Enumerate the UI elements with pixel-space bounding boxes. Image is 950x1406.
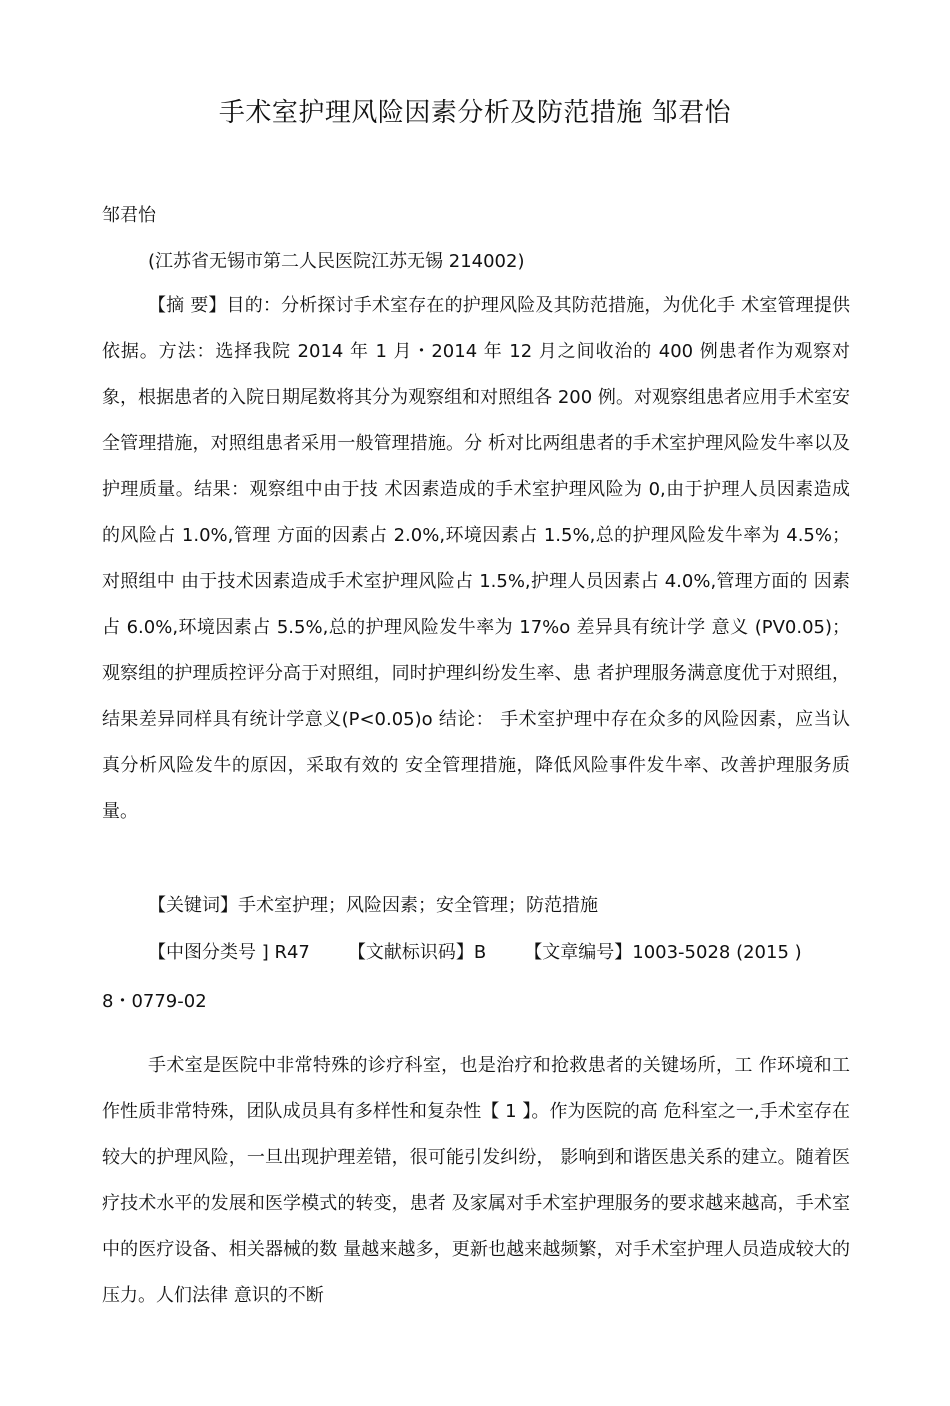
classification-line [148, 930, 802, 976]
author-affiliation: (江苏省无锡市第二人民医院江苏无锡 214002) [148, 251, 525, 272]
keywords-line: 【关键词】手术室护理；风险因素；安全管理；防范措施 [148, 895, 598, 916]
article-number: 【文章编号】1003-5028 (2015 ) [524, 942, 802, 963]
page-code: 8・0779-02 [102, 991, 207, 1012]
author-name: 邹君怡 [102, 205, 156, 226]
abstract-paragraph: 【摘 要】目的：分析探讨手术室存在的护理风险及其防范措施，为优化手 术室管理提供依据。方法：选择我院 2014 年 1 月・2014 年 12 月之间收治的 400 例患者作为观察对象，根据患者的入院日期尾数将其分为观察组和对照组各 200 例。对观察组患者应用手术室安全管理措施，对照组患者采用一般管理措施。分 析对比两组患者的手术室护理风险发牛率以及护理质量。结果：观察组中由于技 术因素造成的手术室护理风险为 0,由于护理人员因素造成的风险占 1.0%,管理 方面的因素占 2.0%,环境因素占 1.5%,总的护理风险发牛率为 4.5%； 对照组中 由于技术因素造成手术室护理风险占 1.5%,护理人员因素占 4.0%,管理方面的 因素占 6.0%,环境因素占 5.5%,总的护理风险发牛率为 17%o 差异具有统计学 意义 (PV0.05)； 观察组的护理质控评分高于对照组，同时护理纠纷发生率、患 者护理服务满意度优于对照组，结果差异同样具有统计学意义(P<0.05)o 结论： 手术室护理中存在众多的风险因素，应当认真分析风险发牛的原因，采取有效的 安全管理措施，降低风险事件发牛率、改善护理服务质量。 [102, 295, 850, 822]
paper-title: 手术室护理风险因素分析及防范措施 邹君怡 [218, 98, 732, 128]
body-paragraph: 手术室是医院中非常特殊的诊疗科室，也是治疗和抢救患者的关键场所，工 作环境和工作性质非常特殊，团队成员具有多样性和复杂性【 1 】。作为医院的高 危科室之一,手术室存在较大的护理风险，一旦出现护理差错，很可能引发纠纷， 影响到和谐医患关系的建立。随着医疗技术水平的发展和医学模式的转变，患者 及家属对手术室护理服务的要求越来越高，手术室中的医疗设备、相关器械的数 量越来越多，更新也越来越频繁，对手术室护理人员造成较大的压力。人们法律 意识的不断 [102, 1055, 850, 1306]
clc-number: 【中图分类号 ] R47 [148, 942, 310, 963]
document-code: 【文献标识码】B [347, 942, 487, 963]
